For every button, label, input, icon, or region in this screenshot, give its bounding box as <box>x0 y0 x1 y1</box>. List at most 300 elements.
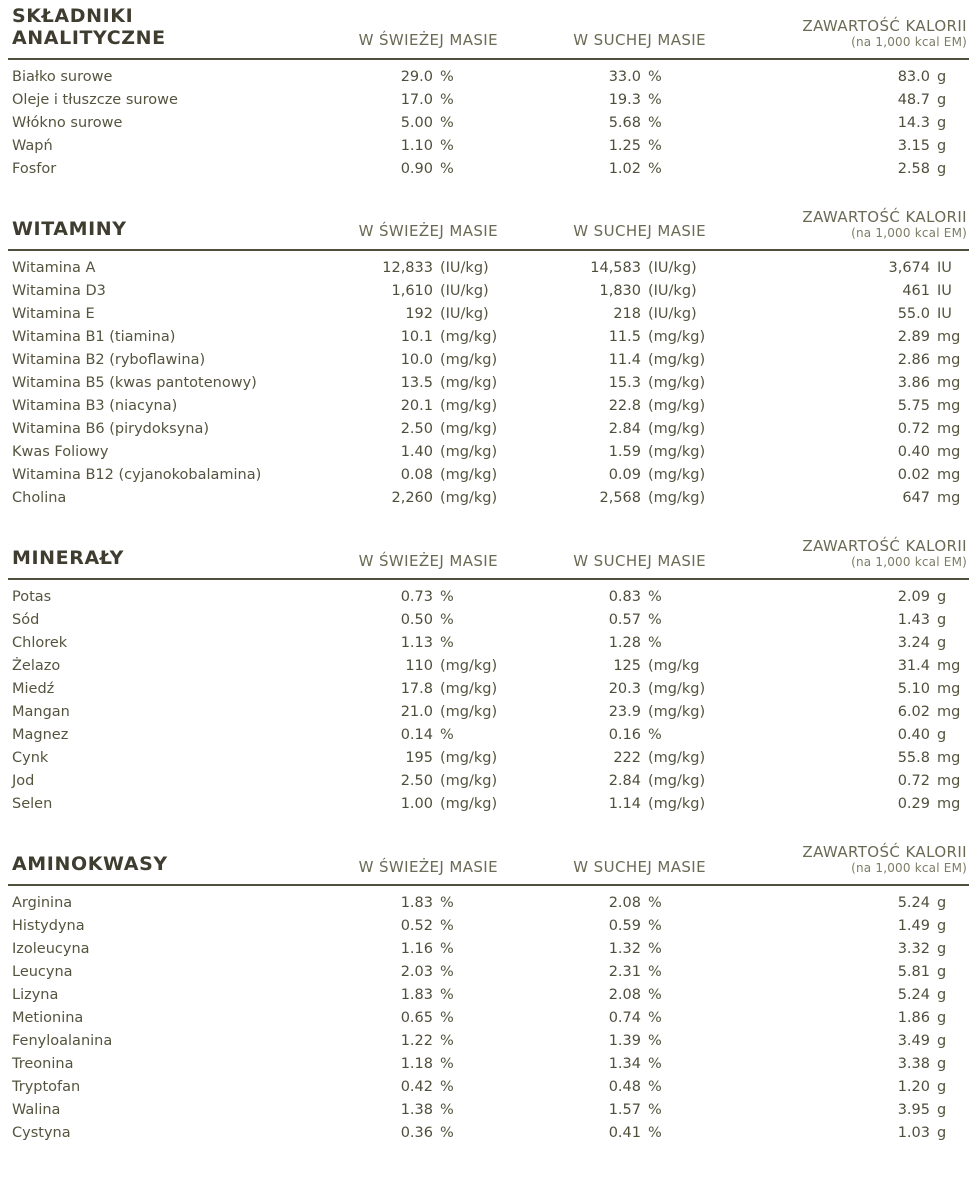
cell-fresh-matter <box>312 1053 498 1076</box>
calorie-unit: g <box>937 91 947 108</box>
cell-fresh-matter <box>312 961 498 984</box>
table-row <box>8 655 969 678</box>
row-label: Fenyloalanina <box>12 1032 113 1049</box>
cell-dry-matter <box>498 1053 712 1076</box>
calorie-unit: g <box>937 634 947 651</box>
fresh-unit: (mg/kg) <box>440 466 498 483</box>
nutrition-section <box>8 532 969 816</box>
section-title-line1: MINERAŁY <box>12 546 124 569</box>
cell-fresh-matter <box>312 586 498 609</box>
section-title <box>8 219 312 241</box>
table-row <box>8 464 969 487</box>
fresh-unit: % <box>440 588 454 605</box>
calorie-value: 3.15 <box>897 137 930 154</box>
row-label: Treonina <box>12 1055 74 1072</box>
cell-calorie-content <box>712 257 969 280</box>
fresh-unit: (mg/kg) <box>440 772 498 789</box>
table-row <box>8 747 969 770</box>
cell-dry-matter <box>498 349 712 372</box>
cell-calorie-content <box>712 724 969 747</box>
dry-value: 1.34 <box>608 1055 641 1072</box>
calorie-value: 461 <box>902 282 930 299</box>
row-label: Cystyna <box>12 1124 71 1141</box>
fresh-unit: (mg/kg) <box>440 443 498 460</box>
table-row <box>8 66 969 89</box>
calorie-unit: mg <box>937 374 961 391</box>
table-row <box>8 112 969 135</box>
dry-value: 14,583 <box>590 259 641 276</box>
dry-value: 23.9 <box>608 703 641 720</box>
fresh-unit: (mg/kg) <box>440 374 498 391</box>
calorie-value: 647 <box>902 489 930 506</box>
dry-value: 0.59 <box>608 917 641 934</box>
cell-fresh-matter <box>312 770 498 793</box>
calorie-value: 0.29 <box>897 795 930 812</box>
dry-value: 2,568 <box>599 489 641 506</box>
row-label: Lizyna <box>12 986 59 1003</box>
cell-calorie-content <box>712 1099 969 1122</box>
fresh-value: 0.14 <box>400 726 433 743</box>
row-label: Magnez <box>12 726 69 743</box>
row-label: Żelazo <box>12 657 61 674</box>
cell-dry-matter <box>498 280 712 303</box>
fresh-unit: % <box>440 634 454 651</box>
dry-unit: % <box>648 963 662 980</box>
row-label: Cynk <box>12 749 49 766</box>
cell-fresh-matter <box>312 724 498 747</box>
fresh-value: 2.03 <box>400 963 433 980</box>
cell-dry-matter <box>498 487 712 510</box>
cell-dry-matter <box>498 326 712 349</box>
dry-value: 2.84 <box>608 772 641 789</box>
fresh-unit: (mg/kg) <box>440 489 498 506</box>
dry-value: 15.3 <box>608 374 641 391</box>
table-row <box>8 418 969 441</box>
calorie-unit: g <box>937 160 947 177</box>
cell-fresh-matter <box>312 655 498 678</box>
dry-value: 0.16 <box>608 726 641 743</box>
cell-fresh-matter <box>312 303 498 326</box>
calorie-unit: g <box>937 611 947 628</box>
calorie-value: 2.58 <box>897 160 930 177</box>
cell-calorie-content <box>712 678 969 701</box>
calorie-value: 48.7 <box>897 91 930 108</box>
row-label: Wapń <box>12 137 53 154</box>
section-spacer <box>8 510 969 532</box>
dry-value: 19.3 <box>608 91 641 108</box>
fresh-value: 0.08 <box>400 466 433 483</box>
dry-value: 0.41 <box>608 1124 641 1141</box>
row-label: Sód <box>12 611 40 628</box>
fresh-value: 1.18 <box>400 1055 433 1072</box>
fresh-unit: % <box>440 986 454 1003</box>
dry-unit: % <box>648 611 662 628</box>
dry-unit: % <box>648 588 662 605</box>
cell-fresh-matter <box>312 66 498 89</box>
fresh-unit: % <box>440 894 454 911</box>
fresh-value: 192 <box>405 305 433 322</box>
section-title-line2: ANALITYCZNE <box>12 26 166 49</box>
fresh-value: 17.0 <box>400 91 433 108</box>
fresh-unit: % <box>440 726 454 743</box>
dry-unit: (IU/kg) <box>648 305 697 322</box>
cell-calorie-content <box>712 655 969 678</box>
calorie-value: 0.72 <box>897 420 930 437</box>
calorie-value: 1.20 <box>897 1078 930 1095</box>
fresh-unit: % <box>440 1009 454 1026</box>
cell-calorie-content <box>712 441 969 464</box>
column-header-fresh-matter: W ŚWIEŻEJ MASIE <box>358 857 498 876</box>
cell-dry-matter <box>498 701 712 724</box>
table-row <box>8 1053 969 1076</box>
cell-fresh-matter <box>312 372 498 395</box>
calorie-unit: mg <box>937 795 961 812</box>
calorie-unit: IU <box>937 282 952 299</box>
cell-calorie-content <box>712 793 969 816</box>
nutrition-section <box>8 0 969 181</box>
cell-fresh-matter <box>312 632 498 655</box>
fresh-unit: % <box>440 1101 454 1118</box>
fresh-unit: % <box>440 1055 454 1072</box>
dry-value: 218 <box>613 305 641 322</box>
calorie-value: 0.40 <box>897 443 930 460</box>
fresh-value: 13.5 <box>400 374 433 391</box>
table-row <box>8 441 969 464</box>
row-label: Mangan <box>12 703 70 720</box>
dry-unit: (mg/kg) <box>648 680 706 697</box>
cell-dry-matter <box>498 724 712 747</box>
cell-dry-matter <box>498 655 712 678</box>
dry-value: 222 <box>613 749 641 766</box>
table-row <box>8 372 969 395</box>
fresh-unit: % <box>440 963 454 980</box>
table-row <box>8 280 969 303</box>
cell-fresh-matter <box>312 112 498 135</box>
calorie-unit: g <box>937 114 947 131</box>
calorie-value: 1.49 <box>897 917 930 934</box>
cell-fresh-matter <box>312 1007 498 1030</box>
calorie-value: 3.49 <box>897 1032 930 1049</box>
fresh-value: 1.13 <box>400 634 433 651</box>
calorie-unit: mg <box>937 420 961 437</box>
section-title <box>8 854 312 876</box>
calorie-unit: g <box>937 1078 947 1095</box>
cell-dry-matter <box>498 89 712 112</box>
dry-unit: % <box>648 160 662 177</box>
fresh-unit: % <box>440 91 454 108</box>
table-row <box>8 257 969 280</box>
calorie-value: 83.0 <box>897 68 930 85</box>
calorie-unit: mg <box>937 703 961 720</box>
dry-value: 1.25 <box>608 137 641 154</box>
cell-calorie-content <box>712 395 969 418</box>
fresh-unit: (mg/kg) <box>440 328 498 345</box>
dry-unit: (mg/kg) <box>648 374 706 391</box>
dry-unit: (mg/kg) <box>648 489 706 506</box>
dry-value: 1,830 <box>599 282 641 299</box>
cell-fresh-matter <box>312 678 498 701</box>
cell-dry-matter <box>498 135 712 158</box>
section-header <box>8 0 969 60</box>
row-label: Włókno surowe <box>12 114 123 131</box>
calorie-value: 5.75 <box>897 397 930 414</box>
cell-dry-matter <box>498 678 712 701</box>
cell-dry-matter <box>498 303 712 326</box>
calorie-header-label: ZAWARTOŚĆ KALORII <box>802 842 967 861</box>
dry-value: 1.28 <box>608 634 641 651</box>
cell-dry-matter <box>498 961 712 984</box>
cell-dry-matter <box>498 632 712 655</box>
row-label: Leucyna <box>12 963 73 980</box>
section-spacer <box>8 181 969 203</box>
dry-unit: (mg/kg) <box>648 703 706 720</box>
dry-unit: % <box>648 91 662 108</box>
row-label: Witamina E <box>12 305 95 322</box>
cell-calorie-content <box>712 609 969 632</box>
cell-calorie-content <box>712 464 969 487</box>
cell-calorie-content <box>712 984 969 1007</box>
calorie-value: 0.40 <box>897 726 930 743</box>
cell-fresh-matter <box>312 747 498 770</box>
calorie-header-sublabel: (na 1,000 kcal EM) <box>851 554 967 569</box>
cell-fresh-matter <box>312 280 498 303</box>
fresh-value: 1.40 <box>400 443 433 460</box>
calorie-value: 1.03 <box>897 1124 930 1141</box>
fresh-value: 1.16 <box>400 940 433 957</box>
dry-unit: (mg/kg) <box>648 749 706 766</box>
dry-unit: (mg/kg) <box>648 772 706 789</box>
cell-fresh-matter <box>312 487 498 510</box>
table-row <box>8 1076 969 1099</box>
calorie-value: 2.09 <box>897 588 930 605</box>
calorie-header-sublabel: (na 1,000 kcal EM) <box>851 225 967 240</box>
calorie-unit: mg <box>937 680 961 697</box>
cell-calorie-content <box>712 632 969 655</box>
fresh-value: 20.1 <box>400 397 433 414</box>
fresh-unit: (mg/kg) <box>440 351 498 368</box>
fresh-value: 110 <box>405 657 433 674</box>
dry-unit: % <box>648 1078 662 1095</box>
cell-fresh-matter <box>312 135 498 158</box>
fresh-unit: (mg/kg) <box>440 749 498 766</box>
table-row <box>8 135 969 158</box>
calorie-header-label: ZAWARTOŚĆ KALORII <box>802 207 967 226</box>
cell-calorie-content <box>712 770 969 793</box>
fresh-value: 0.73 <box>400 588 433 605</box>
cell-calorie-content <box>712 961 969 984</box>
fresh-unit: (mg/kg) <box>440 420 498 437</box>
fresh-value: 10.1 <box>400 328 433 345</box>
dry-unit: (mg/kg) <box>648 328 706 345</box>
fresh-unit: % <box>440 611 454 628</box>
fresh-value: 1.10 <box>400 137 433 154</box>
calorie-unit: g <box>937 1124 947 1141</box>
calorie-value: 6.02 <box>897 703 930 720</box>
calorie-unit: g <box>937 940 947 957</box>
cell-dry-matter <box>498 158 712 181</box>
fresh-value: 17.8 <box>400 680 433 697</box>
calorie-value: 1.43 <box>897 611 930 628</box>
row-label: Jod <box>12 772 35 789</box>
dry-unit: % <box>648 726 662 743</box>
cell-dry-matter <box>498 938 712 961</box>
dry-value: 0.74 <box>608 1009 641 1026</box>
cell-calorie-content <box>712 112 969 135</box>
dry-unit: (IU/kg) <box>648 282 697 299</box>
calorie-value: 3.86 <box>897 374 930 391</box>
fresh-value: 5.00 <box>400 114 433 131</box>
cell-dry-matter <box>498 1099 712 1122</box>
calorie-unit: mg <box>937 749 961 766</box>
row-label: Izoleucyna <box>12 940 90 957</box>
cell-calorie-content <box>712 938 969 961</box>
section-title-line1: WITAMINY <box>12 217 127 240</box>
calorie-value: 5.24 <box>897 894 930 911</box>
table-row <box>8 915 969 938</box>
dry-value: 0.09 <box>608 466 641 483</box>
row-label: Chlorek <box>12 634 68 651</box>
section-header <box>8 532 969 580</box>
cell-fresh-matter <box>312 349 498 372</box>
dry-unit: (mg/kg) <box>648 397 706 414</box>
cell-dry-matter <box>498 372 712 395</box>
section-header <box>8 203 969 251</box>
dry-unit: % <box>648 894 662 911</box>
dry-value: 125 <box>613 657 641 674</box>
table-row <box>8 701 969 724</box>
section-rows <box>8 60 969 181</box>
dry-unit: % <box>648 940 662 957</box>
cell-fresh-matter <box>312 418 498 441</box>
fresh-unit: % <box>440 137 454 154</box>
calorie-value: 2.86 <box>897 351 930 368</box>
row-label: Fosfor <box>12 160 57 177</box>
calorie-unit: mg <box>937 351 961 368</box>
dry-value: 0.48 <box>608 1078 641 1095</box>
fresh-value: 0.65 <box>400 1009 433 1026</box>
row-label: Selen <box>12 795 53 812</box>
row-label: Tryptofan <box>12 1078 81 1095</box>
fresh-unit: (IU/kg) <box>440 305 489 322</box>
fresh-value: 0.42 <box>400 1078 433 1095</box>
cell-calorie-content <box>712 586 969 609</box>
cell-fresh-matter <box>312 1030 498 1053</box>
row-label: Walina <box>12 1101 61 1118</box>
table-row <box>8 1122 969 1145</box>
dry-unit: % <box>648 114 662 131</box>
fresh-value: 195 <box>405 749 433 766</box>
section-title <box>8 6 312 50</box>
cell-dry-matter <box>498 464 712 487</box>
calorie-unit: g <box>937 986 947 1003</box>
column-header-calorie-content <box>712 18 969 50</box>
table-row <box>8 1030 969 1053</box>
section-title <box>8 548 312 570</box>
calorie-header-sublabel: (na 1,000 kcal EM) <box>851 861 967 876</box>
dry-value: 11.5 <box>608 328 641 345</box>
column-header-fresh-matter: W ŚWIEŻEJ MASIE <box>358 551 498 570</box>
column-header-calorie-content <box>712 844 969 876</box>
calorie-unit: mg <box>937 466 961 483</box>
cell-dry-matter <box>498 609 712 632</box>
cell-dry-matter <box>498 66 712 89</box>
row-label: Kwas Foliowy <box>12 443 109 460</box>
dry-value: 0.83 <box>608 588 641 605</box>
dry-value: 1.57 <box>608 1101 641 1118</box>
fresh-value: 29.0 <box>400 68 433 85</box>
cell-fresh-matter <box>312 89 498 112</box>
fresh-value: 0.90 <box>400 160 433 177</box>
dry-unit: (mg/kg) <box>648 795 706 812</box>
fresh-value: 1.38 <box>400 1101 433 1118</box>
fresh-unit: (mg/kg) <box>440 703 498 720</box>
section-rows <box>8 251 969 510</box>
dry-value: 11.4 <box>608 351 641 368</box>
calorie-unit: mg <box>937 443 961 460</box>
cell-fresh-matter <box>312 793 498 816</box>
calorie-value: 3,674 <box>888 259 930 276</box>
calorie-value: 31.4 <box>897 657 930 674</box>
dry-value: 1.32 <box>608 940 641 957</box>
calorie-unit: g <box>937 588 947 605</box>
fresh-value: 0.50 <box>400 611 433 628</box>
dry-unit: (mg/kg) <box>648 351 706 368</box>
calorie-value: 14.3 <box>897 114 930 131</box>
calorie-unit: mg <box>937 657 961 674</box>
cell-dry-matter <box>498 984 712 1007</box>
dry-unit: (IU/kg) <box>648 259 697 276</box>
dry-unit: % <box>648 1009 662 1026</box>
dry-value: 33.0 <box>608 68 641 85</box>
table-row <box>8 1007 969 1030</box>
cell-dry-matter <box>498 915 712 938</box>
section-spacer <box>8 816 969 838</box>
section-title-line1: AMINOKWASY <box>12 852 168 875</box>
fresh-value: 2.50 <box>400 420 433 437</box>
row-label: Arginina <box>12 894 73 911</box>
cell-calorie-content <box>712 89 969 112</box>
cell-fresh-matter <box>312 441 498 464</box>
calorie-unit: g <box>937 917 947 934</box>
dry-unit: % <box>648 1101 662 1118</box>
calorie-unit: mg <box>937 328 961 345</box>
table-row <box>8 678 969 701</box>
fresh-unit: % <box>440 1124 454 1141</box>
fresh-unit: % <box>440 917 454 934</box>
calorie-unit: IU <box>937 305 952 322</box>
column-header-fresh-matter: W ŚWIEŻEJ MASIE <box>358 222 498 241</box>
row-label: Oleje i tłuszcze surowe <box>12 91 178 108</box>
fresh-value: 0.52 <box>400 917 433 934</box>
column-header-dry-matter: W SUCHEJ MASIE <box>573 551 706 570</box>
table-row <box>8 632 969 655</box>
calorie-unit: mg <box>937 397 961 414</box>
cell-fresh-matter <box>312 158 498 181</box>
dry-unit: (mg/kg <box>648 657 700 674</box>
fresh-unit: % <box>440 114 454 131</box>
dry-value: 1.59 <box>608 443 641 460</box>
row-label: Witamina B5 (kwas pantotenowy) <box>12 374 257 391</box>
cell-calorie-content <box>712 701 969 724</box>
calorie-unit: g <box>937 1055 947 1072</box>
table-row <box>8 1099 969 1122</box>
section-header <box>8 838 969 886</box>
cell-dry-matter <box>498 747 712 770</box>
cell-dry-matter <box>498 395 712 418</box>
fresh-unit: (mg/kg) <box>440 657 498 674</box>
dry-value: 0.57 <box>608 611 641 628</box>
calorie-value: 0.72 <box>897 772 930 789</box>
